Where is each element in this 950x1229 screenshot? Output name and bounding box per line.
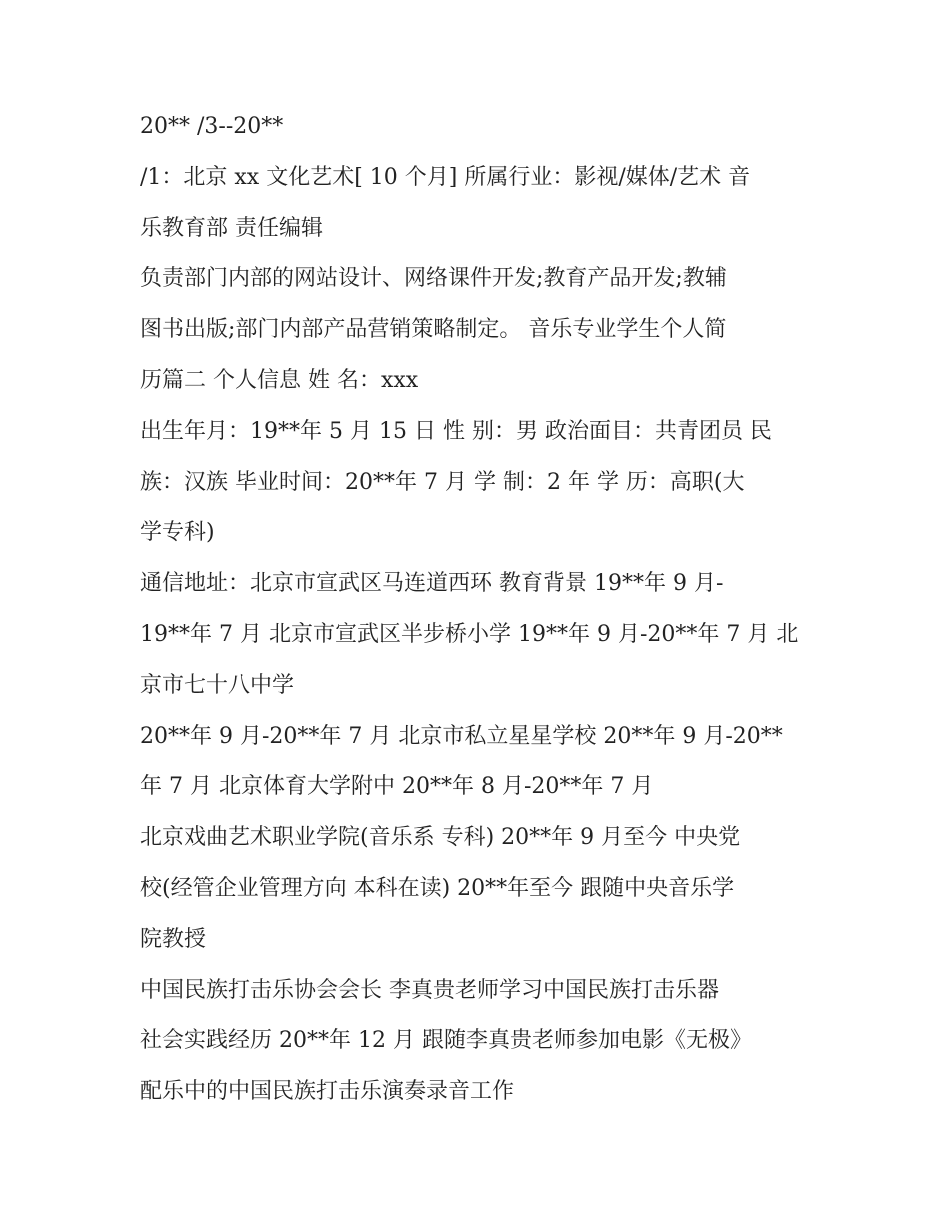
text-line: 历篇二 个人信息 姓 名：xxx: [140, 367, 419, 393]
text-line: 20**年 9 月-20**年 7 月 北京市私立星星学校 20**年 9 月-20**: [140, 723, 783, 749]
text-line: 配乐中的中国民族打击乐演奏录音工作: [140, 1079, 515, 1105]
text-line: 通信地址：北京市宣武区马连道西环 教育背景 19**年 9 月-: [140, 571, 724, 597]
text-line: 中国民族打击乐协会会长 李真贵老师学习中国民族打击乐器: [140, 977, 719, 1003]
text-line: 京市七十八中学: [140, 672, 295, 698]
text-line: 北京戏曲艺术职业学院(音乐系 专科) 20**年 9 月至今 中央党: [140, 825, 741, 851]
text-line: 年 7 月 北京体育大学附中 20**年 8 月-20**年 7 月: [140, 774, 654, 800]
text-line: 出生年月：19**年 5 月 15 日 性 别：男 政治面目：共青团员 民: [140, 418, 772, 444]
text-line: 20** /3--20**: [140, 114, 284, 139]
text-line: 图书出版;部门内部产品营销策略制定。 音乐专业学生个人简: [140, 317, 727, 343]
text-line: 乐教育部 责任编辑: [140, 215, 323, 241]
text-line: 社会实践经历 20**年 12 月 跟随李真贵老师参加电影《无极》: [140, 1028, 752, 1054]
text-line: 族：汉族 毕业时间：20**年 7 月 学 制：2 年 学 历：高职(大: [140, 469, 745, 495]
text-line: 院教授: [140, 926, 207, 952]
text-line: 19**年 7 月 北京市宣武区半步桥小学 19**年 9 月-20**年 7 月 北: [140, 621, 799, 647]
text-line: 学专科): [140, 520, 215, 546]
text-line: 负责部门内部的网站设计、网络课件开发;教育产品开发;教辅: [140, 266, 727, 292]
text-line: 校(经管企业管理方向 本科在读) 20**年至今 跟随中央音乐学: [140, 875, 735, 901]
text-line: /1：北京 xx 文化艺术[ 10 个月] 所属行业：影视/媒体/艺术 音: [140, 164, 751, 190]
document-body: [140, 102, 820, 1118]
